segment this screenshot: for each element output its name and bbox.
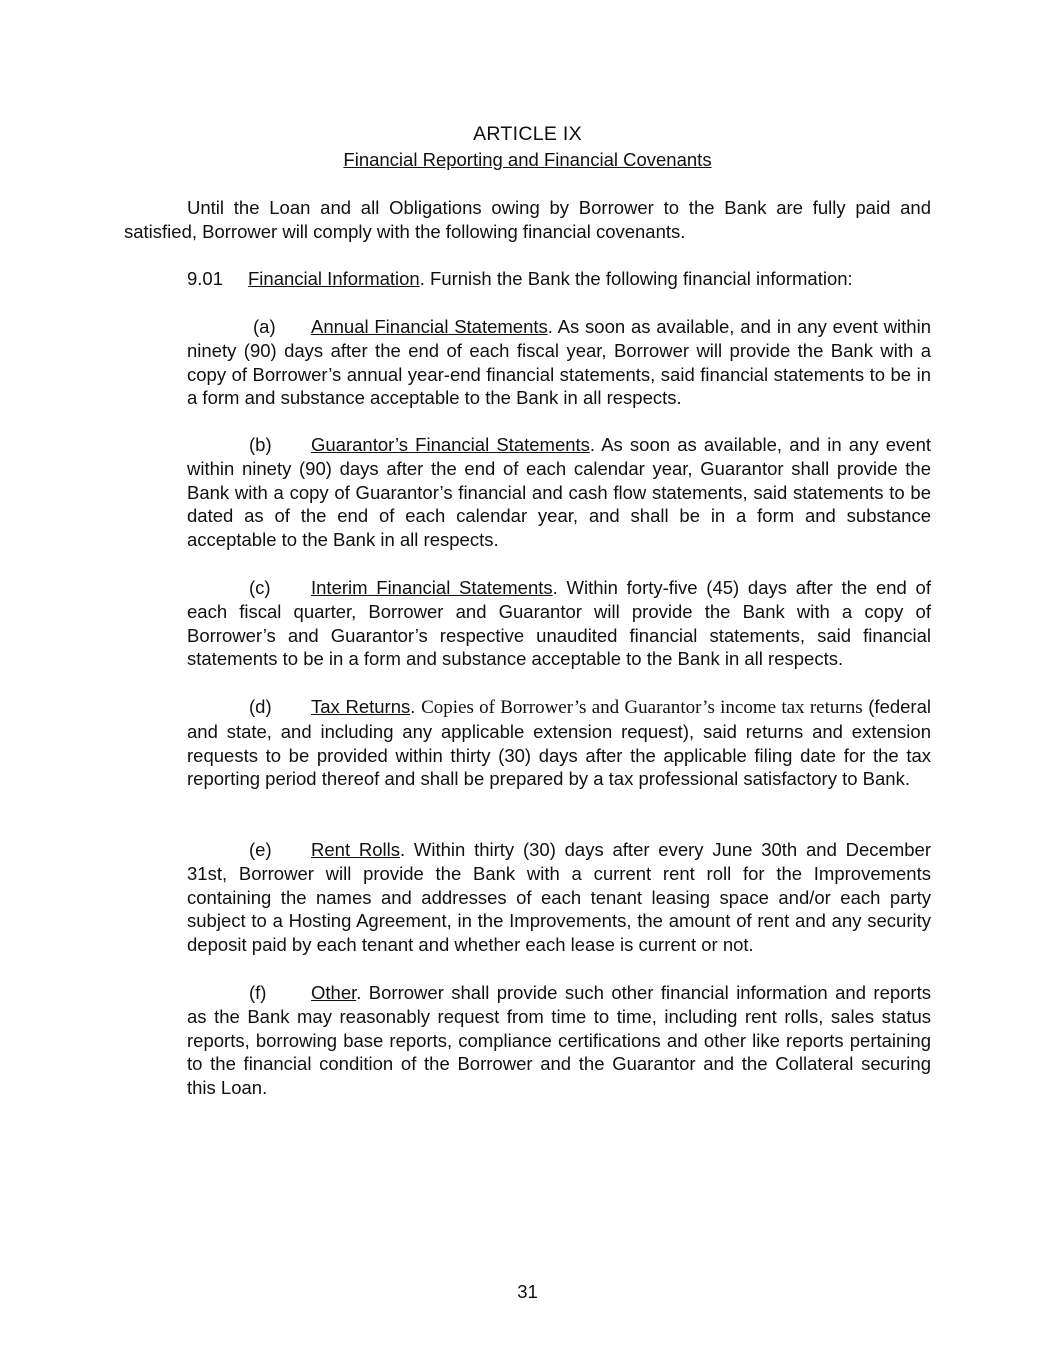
article-subtitle: Financial Reporting and Financial Covenants [343, 149, 712, 170]
paragraph-c [187, 576, 931, 671]
paragraph-text: . Within forty-five (45) days after the end of each fiscal quarter, Borrower and Guarantor will provide the Bank with a copy of Borrower’s and Guarantor’s respective unaudited financial statements, said financial statements to be in a form and substance acceptable to the Bank in all respects. [187, 577, 931, 670]
paragraph-letter: (c) [249, 577, 271, 598]
paragraph-text: . Within thirty (30) days after every June 30th and December 31st, Borrower will provide the Bank with a current rent roll for the Improvements containing the names and addresses of each tenant leasing space and/or each party subject to a Hosting Agreement, in the Improvements, the amount of rent and any security deposit paid by each tenant and whether each lease is current or not. [187, 839, 931, 956]
paragraph-e [187, 838, 931, 957]
article-title: ARTICLE IX [473, 123, 582, 145]
paragraph-heading: Guarantor’s Financial Statements [311, 434, 590, 455]
paragraph-text: . As soon as available, and in any event within ninety (90) days after the end of each calendar year, Guarantor shall provide the Bank with a copy of Guarantor’s financial and cash flow statements, said statements to be dated as of the end of each calendar year, and shall be in a form and substance acceptable to the Bank in all respects. [187, 434, 931, 551]
page-number: 31 [517, 1281, 538, 1302]
paragraph-text-serif: Copies of Borrower’s and Guarantor’s income tax returns [421, 697, 863, 718]
section-text: . Furnish the Bank the following financial information: [419, 268, 853, 289]
intro-paragraph: Until the Loan and all Obligations owing by Borrower to the Bank are fully paid and satisfied, Borrower will comply with the following financial covenants. [124, 197, 931, 242]
paragraph-a [187, 315, 931, 410]
paragraph-text-lead: . [410, 696, 422, 717]
paragraph-d [187, 695, 931, 791]
paragraph-letter: (d) [249, 696, 272, 717]
paragraph-heading: Annual Financial Statements [311, 316, 548, 337]
section-9-01 [187, 267, 931, 291]
paragraph-b [187, 433, 931, 552]
paragraph-letter: (f) [249, 982, 267, 1003]
paragraph-heading: Other [311, 982, 357, 1003]
paragraph-heading: Rent Rolls [311, 839, 400, 860]
paragraph-text: . As soon as available, and in any event within ninety (90) days after the end of each fiscal year, Borrower will provide the Bank with a copy of Borrower’s annual year-end financial statements, said financial statements to be in a form and substance acceptable to the Bank in all respects. [187, 316, 931, 409]
paragraph-letter: (a) [253, 316, 276, 337]
paragraph-letter: (e) [249, 839, 272, 860]
section-number: 9.01 [187, 268, 224, 289]
paragraph-text: . Borrower shall provide such other financial information and reports as the Bank may reasonably request from time to time, including rent rolls, sales status reports, borrowing base reports, compliance certifications and other like reports pertaining to the financial condition of the Borrower and the Guarantor and the Collateral securing this Loan. [187, 982, 931, 1099]
paragraph-f [187, 981, 931, 1100]
paragraph-heading: Interim Financial Statements [311, 577, 553, 598]
paragraph-letter: (b) [249, 434, 272, 455]
section-heading: Financial Information [248, 268, 420, 289]
paragraph-text: (federal and state, and including any applicable extension request), said returns and extension requests to be provided within thirty (30) days after the applicable filing date for the tax reporting period thereof and shall be prepared by a tax professional satisfactory to Bank. [187, 696, 931, 790]
paragraph-heading: Tax Returns [311, 696, 411, 717]
